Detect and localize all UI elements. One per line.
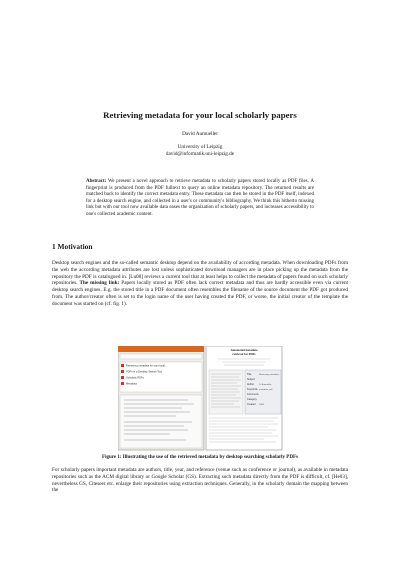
author-email: david@informatik.uni-leipzig.de	[165, 151, 235, 157]
abstract-text: We present a novel approach to retrieve metadata to scholarly papers stored locally as PDF files. A fingerprint is produced from the PDF fulltext to query an online metadata repository. The returned results are matched back to identify the correct metadata entry. These metadata can then be stored in the PDF itself, indexed for a desktop search engine, and collected in a user's or community's bibliography. We think this hitherto missing link but with our tool now available data eases the organization of scholarly papers, and increases accessibility to one's collected academic content.	[86, 179, 314, 217]
prop-label-created: Created	[247, 403, 256, 406]
figure-row-2: PDFs in a Desktop Search Tool	[126, 370, 162, 374]
prop-value-author: D. Aumueller	[259, 384, 272, 386]
paper-title: Retrieving metadata for your local scholarly papers	[103, 110, 297, 120]
paragraph-2: For scholarly papers important metadata are authors, title, year, and reference (venue such as conference or journal), as available in metadata repositories such as the ACM digital library or Google Scholar (GS). Extracting such metadata directly from the PDF is difficult, cf. [He03], nevertheless GS, Citeseer etc. enlarge their repositories using extraction techniques. Generally, in the scholarly domain the mapping between the	[52, 467, 348, 494]
affiliation: University of Leipzig	[177, 144, 223, 150]
figure-1-screenshot	[118, 346, 284, 452]
abstract-label: Abstract:	[86, 179, 107, 184]
figure-row-3: Scholarly PDFs	[126, 376, 144, 380]
paragraph-1-text: Desktop search engines and the so-called semantic desktop depend on the availability of according metadata. When downloading PDFs from the web the according metadata attributes are lost unless sophisticated download managers are in place picking up the metadata from the repository the PDF is catalogued in. [Lu08] reviews a current tool that at least helps to collect the metadata of papers found on such scholarly repositories.	[52, 260, 348, 287]
figure-doc-heading-1: Automated metadata	[230, 348, 258, 352]
prop-value-title: Retrieving metadata...	[259, 374, 281, 376]
section-heading: 1 Motivation	[52, 242, 93, 251]
missing-link-label: The missing link:	[79, 280, 120, 287]
figure-row-4: Metadata	[126, 382, 137, 386]
prop-value-created: 2009	[259, 404, 264, 406]
prop-label-category: Category	[247, 398, 257, 401]
abstract	[86, 179, 314, 219]
prop-label-author: Author	[247, 383, 255, 386]
paragraph-1	[52, 260, 348, 308]
prop-label-subject: Subject	[247, 378, 255, 381]
prop-value-keywords: metadata, pdf	[259, 389, 273, 391]
paragraph-1-continued: Papers locally stored as PDF often lack correct metadata and thus are hardly accessible even via current desktop search engines. E.g. the stored title in a PDF document often resembles the filename of the source document the PDF got produced from. The author/creator often is set to the login name of the user having created the PDF, or worse, the initial creator of the template the document was started on (cf. fig. 1).	[52, 280, 348, 307]
prop-label-title: Title	[247, 373, 252, 376]
figure-doc-heading-2: retrieval for PDFs	[232, 352, 256, 356]
prop-label-comments: Comments	[247, 393, 259, 396]
author-name: David Aumueller	[182, 131, 218, 137]
figure-caption: Figure 1: Illustrating the use of the retrieved metadata by desktop searching scholarly PDFs	[102, 455, 298, 460]
figure-row-1: Retrieving metadata for your local...	[126, 364, 167, 368]
prop-label-keywords: Keywords	[247, 388, 258, 391]
